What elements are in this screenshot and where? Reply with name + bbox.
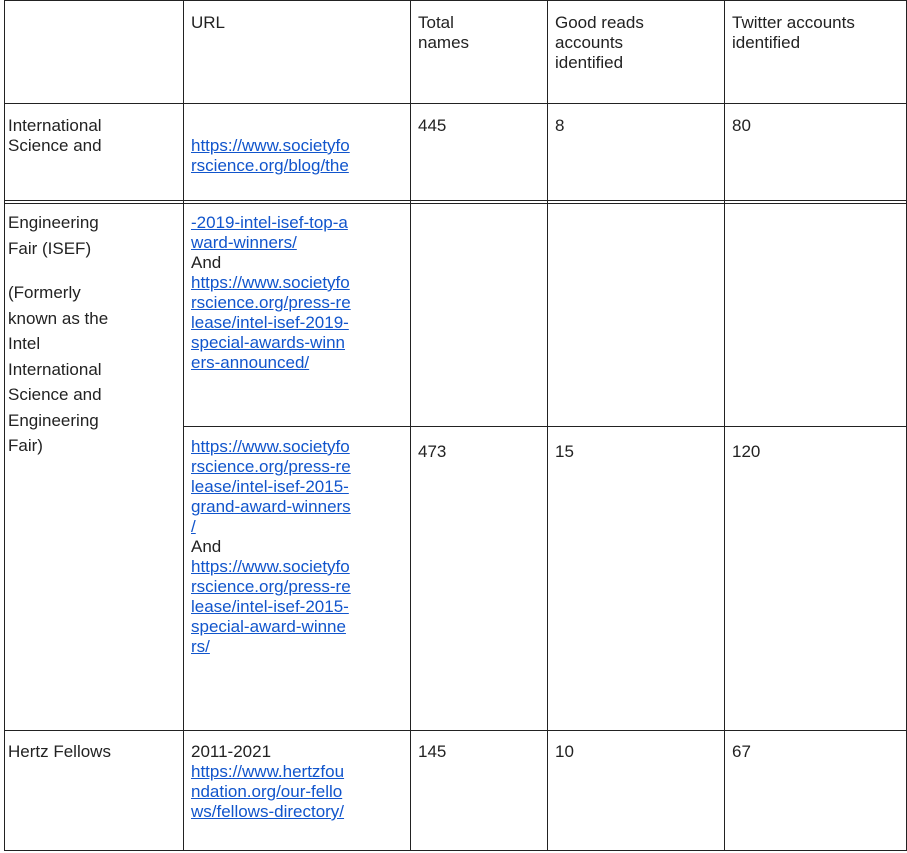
and-text: And — [191, 253, 222, 272]
total-value: 445 — [418, 116, 447, 135]
goodreads-value: 10 — [555, 742, 574, 761]
isef-2015-special-url-link[interactable]: lease/intel-isef-2015- — [191, 597, 349, 616]
table-border — [410, 0, 411, 851]
isef-total-2015 — [410, 426, 547, 462]
hertz-url-link[interactable]: ws/fellows-directory/ — [191, 802, 345, 821]
table-border — [4, 103, 907, 104]
isef-2019-special-url-link[interactable]: ers-announced/ — [191, 353, 310, 372]
isef-total-2019 — [410, 103, 547, 136]
isef-note-line: Fair) — [8, 436, 43, 455]
isef-note-line: Engineering — [8, 410, 99, 430]
isef-goodreads-2015 — [547, 426, 724, 462]
total-value: 145 — [418, 742, 447, 761]
isef-note-line: International — [8, 359, 102, 379]
header-twitter — [724, 0, 907, 53]
header-goodreads-line: identified — [555, 53, 624, 72]
isef-2015-grand-url-link[interactable]: / — [191, 517, 196, 536]
header-goodreads-line: accounts — [555, 33, 624, 52]
isef-2015-grand-url-link[interactable]: grand-award-winners — [191, 497, 351, 516]
hertz-name-cell — [0, 730, 183, 762]
header-total-line: Total — [418, 13, 454, 32]
isef-2019-url-link[interactable]: https://www.societyfo — [191, 136, 350, 155]
table-border — [4, 850, 907, 851]
isef-note-line: Science and — [8, 385, 102, 404]
isef-url-2015 — [183, 426, 410, 657]
isef-2015-special-url-link[interactable]: https://www.societyfo — [191, 557, 350, 576]
isef-2019-special-url-link[interactable]: https://www.societyfo — [191, 273, 350, 292]
header-goodreads — [547, 0, 724, 73]
isef-url-top — [183, 103, 410, 176]
header-twitter-line: Twitter accounts — [732, 13, 855, 32]
isef-name-line: Science and — [8, 136, 102, 155]
hertz-goodreads-cell — [547, 730, 724, 762]
isef-note-line: Intel — [8, 334, 41, 353]
hertz-twitter-cell — [724, 730, 907, 762]
isef-2019-special-url-link[interactable]: lease/intel-isef-2019- — [191, 313, 349, 332]
and-text: And — [191, 537, 222, 556]
isef-2019-special-url-link[interactable]: special-awards-winn — [191, 333, 346, 352]
header-total-names — [410, 0, 547, 53]
table-border — [547, 0, 548, 851]
twitter-value: 67 — [732, 742, 751, 761]
table-border — [183, 0, 184, 851]
isef-2019-special-url-link[interactable]: rscience.org/press-re — [191, 293, 351, 312]
header-total-line: names — [418, 33, 470, 52]
hertz-url-link[interactable]: https://www.hertzfou — [191, 762, 345, 781]
table-border — [183, 426, 907, 427]
isef-name-bottom — [0, 202, 183, 459]
header-empty-cell — [0, 0, 183, 13]
isef-2019-url-link[interactable]: rscience.org/blog/the — [191, 156, 349, 175]
isef-2019-url-link[interactable]: -2019-intel-isef-top-a — [191, 213, 348, 232]
table-border — [4, 0, 5, 851]
isef-2015-special-url-link[interactable]: rscience.org/press-re — [191, 577, 351, 596]
isef-name-top — [0, 103, 183, 156]
isef-2015-grand-url-link[interactable]: rscience.org/press-re — [191, 457, 351, 476]
isef-2015-special-url-link[interactable]: rs/ — [191, 637, 210, 656]
header-url — [183, 0, 410, 33]
isef-goodreads-2019 — [547, 103, 724, 136]
isef-twitter-2019 — [724, 103, 907, 136]
isef-twitter-2015 — [724, 426, 907, 462]
isef-2015-special-url-link[interactable]: special-award-winne — [191, 617, 346, 636]
header-twitter-line: identified — [732, 33, 801, 52]
isef-2015-grand-url-link[interactable]: https://www.societyfo — [191, 437, 350, 456]
total-value: 473 — [418, 442, 447, 461]
isef-note-line: (Formerly — [8, 283, 81, 302]
isef-name-line: Engineering — [8, 213, 99, 232]
header-url-label: URL — [191, 13, 226, 32]
goodreads-value: 8 — [555, 116, 565, 135]
header-goodreads-line: Good reads — [555, 13, 644, 32]
isef-note-line: known as the — [8, 308, 109, 328]
hertz-total-cell — [410, 730, 547, 762]
table-border — [4, 200, 907, 201]
isef-url-cont — [183, 202, 410, 373]
hertz-years: 2011-2021 — [191, 742, 272, 761]
hertz-url-cell — [183, 730, 410, 822]
table-border — [724, 0, 725, 851]
isef-2015-grand-url-link[interactable]: lease/intel-isef-2015- — [191, 477, 349, 496]
hertz-url-link[interactable]: ndation.org/our-fello — [191, 782, 343, 801]
table-border — [4, 203, 907, 204]
isef-name-line: Fair (ISEF) — [8, 238, 92, 258]
table-border — [4, 730, 907, 731]
isef-2019-url-link[interactable]: ward-winners/ — [191, 233, 297, 252]
twitter-value: 120 — [732, 442, 761, 461]
isef-name-line: International — [8, 116, 102, 135]
table-border — [4, 0, 907, 1]
hertz-name: Hertz Fellows — [8, 742, 111, 761]
goodreads-value: 15 — [555, 442, 574, 461]
twitter-value: 80 — [732, 116, 751, 135]
